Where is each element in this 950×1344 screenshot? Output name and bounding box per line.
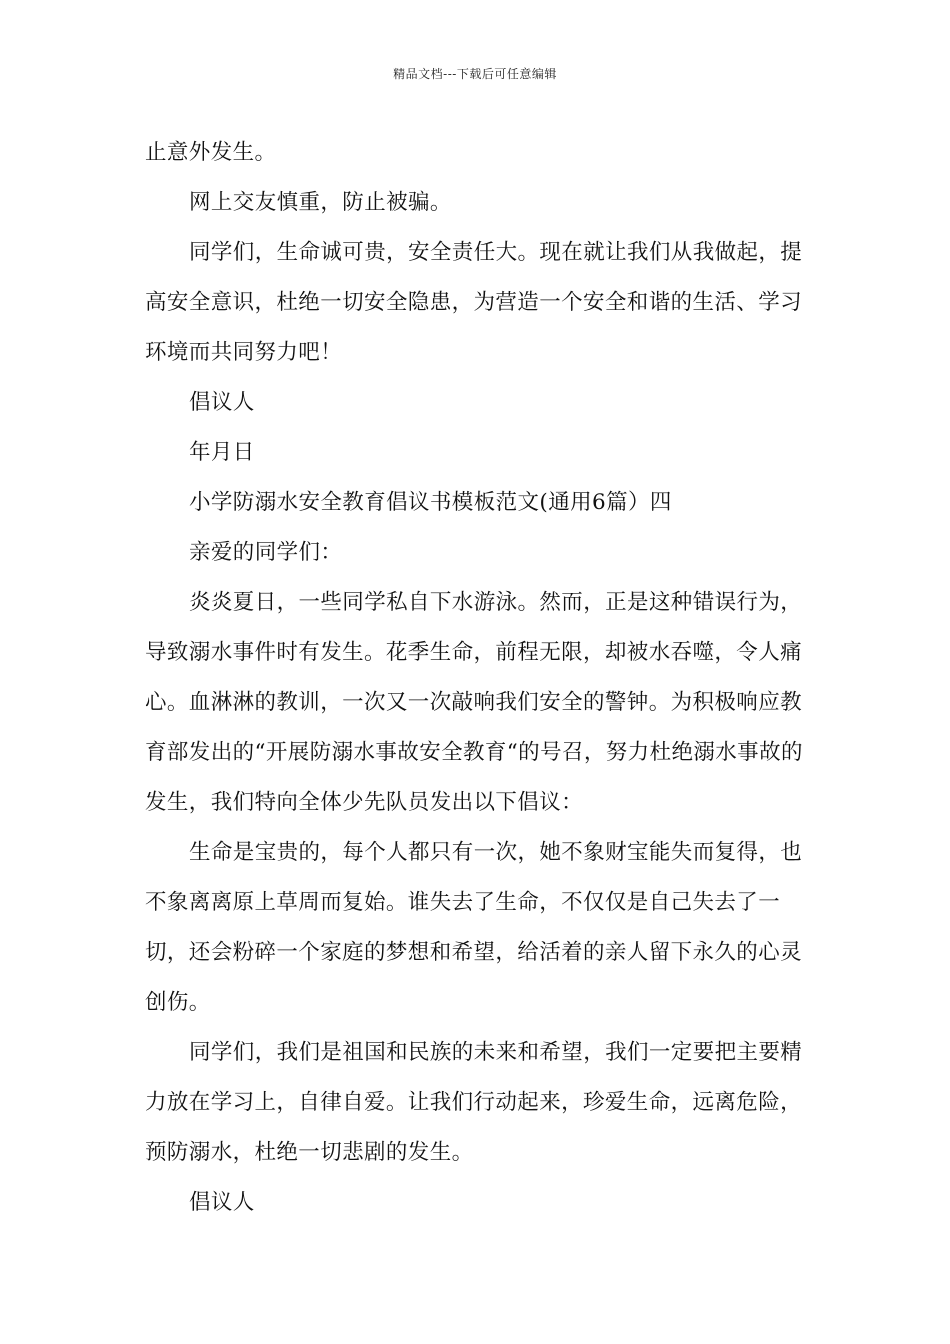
document-body xyxy=(145,128,810,1228)
page-header: 精品文档---下载后可任意编辑 xyxy=(393,67,557,81)
paragraph-intro: 炎炎夏日，一些同学私自下水游泳。然而，正是这种错误行为，导致溺水事件时有发生。花季生命，前程无限，却被水吞噬，令人痛心。血淋淋的教训，一次又一次敲响我们安全的警钟。为积极响应教育部发出的“开展防溺水事故安全教育“的号召，努力杜绝溺水事故的发生，我们特向全体少先队员发出以下倡议： xyxy=(145,590,803,815)
paragraph-call-to-action: 同学们，我们是祖国和民族的未来和希望，我们一定要把主要精力放在学习上，自律自爱。让我们行动起来，珍爱生命，远离危险，预防溺水，杜绝一切悲剧的发生。 xyxy=(145,1040,803,1165)
signature-initiator: 倡议人 xyxy=(189,390,255,415)
paragraph-continuation: 止意外发生。 xyxy=(145,140,277,165)
paragraph-life-precious: 生命是宝贵的，每个人都只有一次，她不象财宝能失而复得，也不象离离原上草周而复始。谁失去了生命，不仅仅是自己失去了一切，还会粉碎一个家庭的梦想和希望，给活着的亲人留下永久的心灵创伤。 xyxy=(145,840,803,1015)
paragraph-closing-appeal: 同学们，生命诚可贵，安全责任大。现在就让我们从我做起，提高安全意识，杜绝一切安全隐患，为营造一个安全和谐的生活、学习环境而共同努力吧！ xyxy=(145,240,803,365)
signature-initiator-2: 倡议人 xyxy=(189,1190,255,1215)
section-title: 小学防溺水安全教育倡议书模板范文(通用6篇）四 xyxy=(189,490,672,515)
signature-date: 年月日 xyxy=(189,440,255,465)
salutation: 亲爱的同学们： xyxy=(189,540,343,565)
paragraph-online-friends: 网上交友慎重，防止被骗。 xyxy=(189,190,452,215)
